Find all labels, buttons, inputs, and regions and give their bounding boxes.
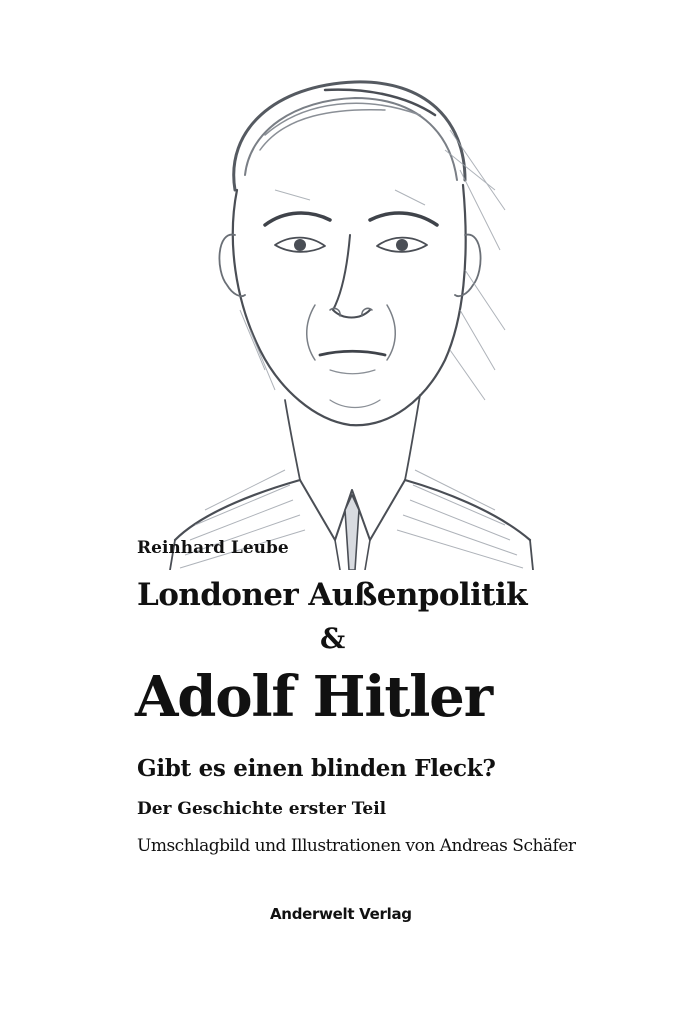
portrait-sketch <box>165 70 535 570</box>
title-line-1: Londoner Außenpolitik <box>137 577 528 613</box>
author-name: Reinhard Leube <box>137 538 289 558</box>
subtitle: Gibt es einen blinden Fleck? <box>137 755 496 782</box>
illustration-credit: Umschlagbild und Illustrationen von Andreas Schäfer <box>137 836 576 856</box>
title-line-2: Adolf Hitler <box>135 664 492 730</box>
title-ampersand: & <box>320 622 346 655</box>
series-line: Der Geschichte erster Teil <box>137 799 387 819</box>
publisher-name: Anderwelt Verlag <box>270 905 412 923</box>
